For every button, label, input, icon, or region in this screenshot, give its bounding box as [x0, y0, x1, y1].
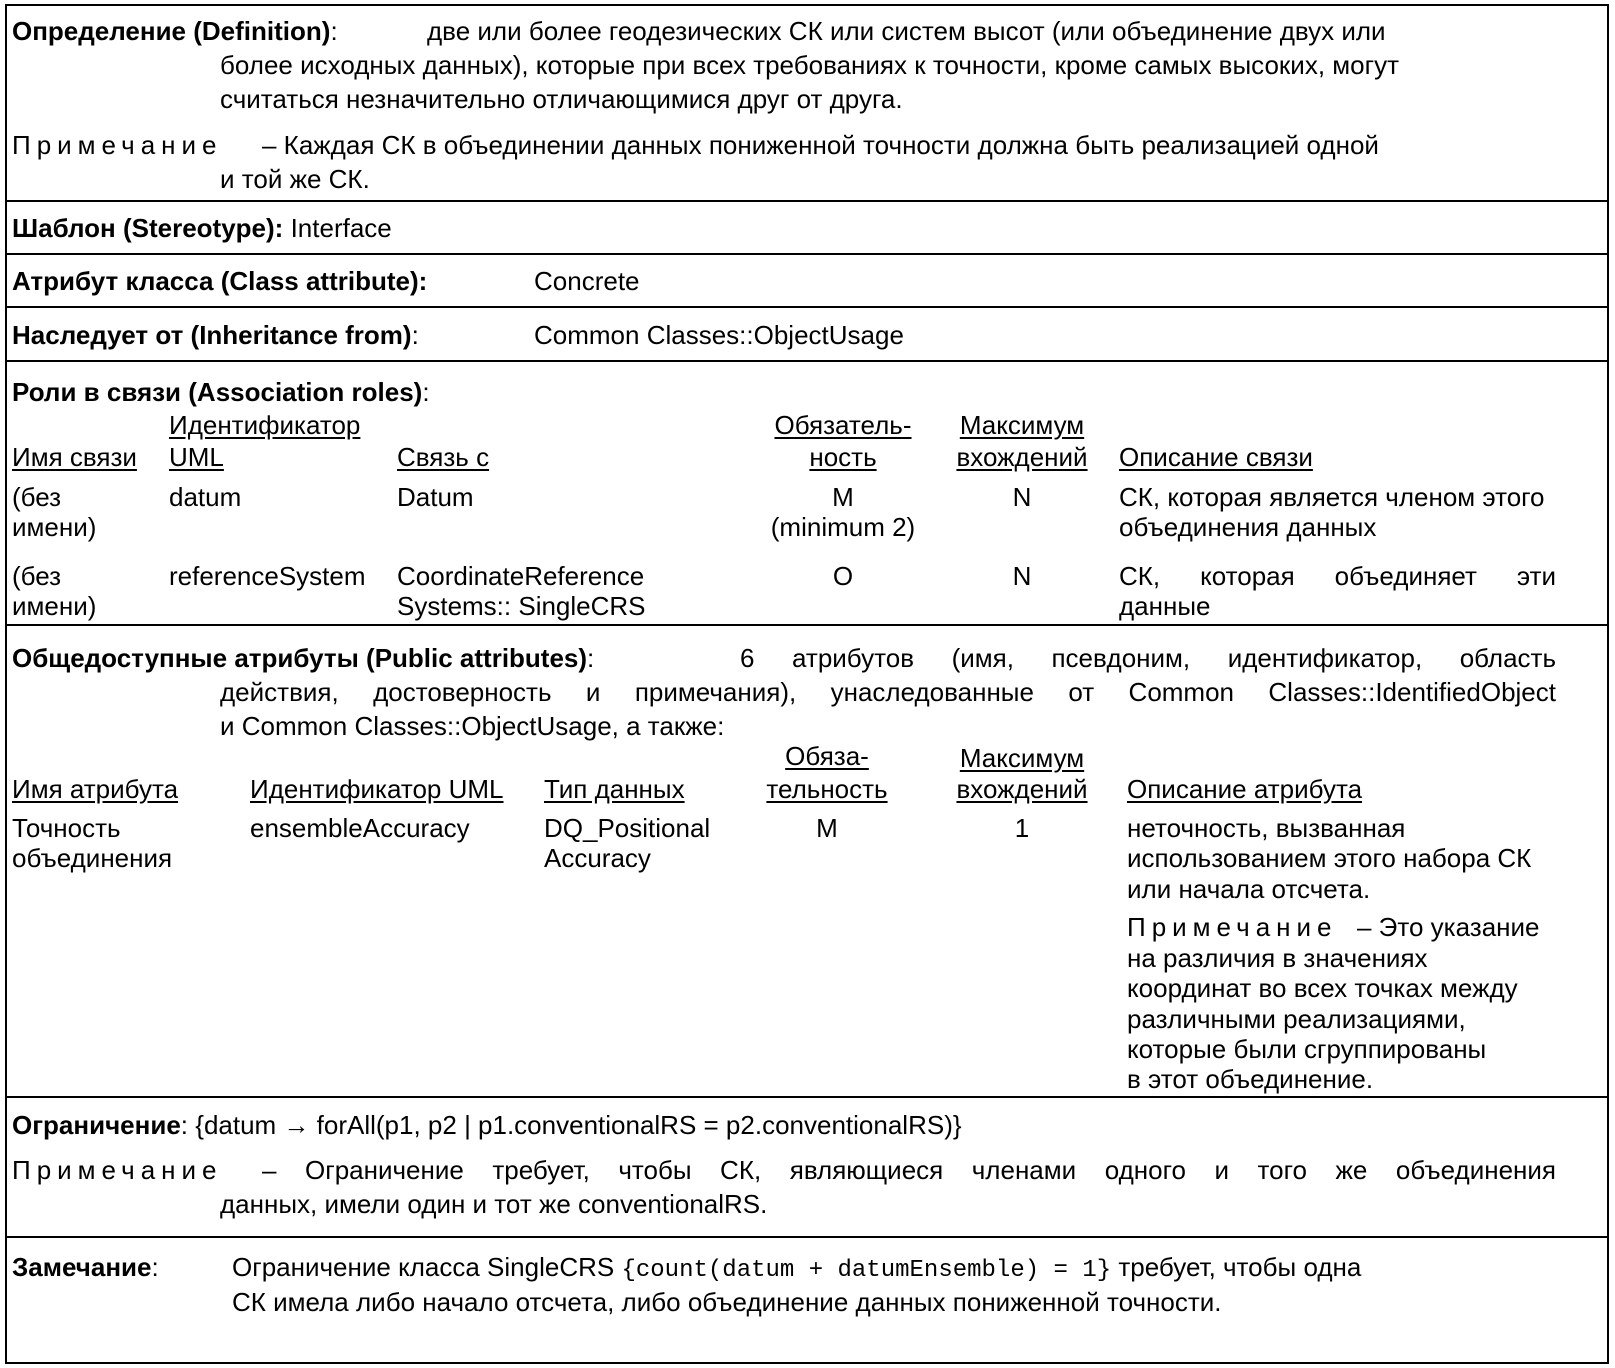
constraint-value: {datum → forAll(p1, p2 | p1.conventionalRS = p2.conventionalRS)} [195, 1110, 962, 1140]
attr-row-oblig: M [816, 813, 838, 843]
remark-code: {count(datum + datumEnsemble) = 1} [621, 1257, 1112, 1284]
remark-text-before: Ограничение класса SingleCRS [232, 1252, 622, 1282]
attr-header-type: Тип данных [544, 774, 685, 804]
constraint-colon: : [180, 1110, 189, 1140]
definition-line-2: более исходных данных), которые при всех требованиях к точности, кроме самых высоких, могут [220, 50, 1400, 80]
assoc-row2-name-1: (без [12, 561, 62, 591]
association-roles-colon: : [422, 377, 430, 407]
attr-row-note-1: на различия в значениях [1127, 943, 1428, 973]
assoc-header-uml-2: UML [169, 442, 224, 472]
assoc-row2-desc-1: СК, которая объединяет эти [1119, 561, 1556, 591]
attr-header-oblig-1: Обяза- [785, 741, 869, 771]
assoc-row1-desc-2: объединения данных [1119, 512, 1377, 542]
assoc-header-oblig-1: Обязатель- [774, 410, 912, 440]
assoc-row1-name-2: имени) [12, 512, 97, 542]
assoc-row1-oblig-1: M [832, 482, 854, 512]
public-attributes-section [7, 626, 1607, 1098]
attr-row-note-2: координат во всех точках между [1127, 973, 1518, 1003]
assoc-header-max-2: вхождений [956, 442, 1088, 472]
attr-row-desc-3: или начала отсчета. [1127, 874, 1371, 904]
constraint-section [7, 1098, 1607, 1238]
attr-row-note-word: Примечание [1127, 912, 1338, 942]
assoc-row2-uml: referenceSystem [169, 561, 366, 591]
attr-row-note-4: которые были сгруппированы [1127, 1034, 1487, 1064]
stereotype-section [7, 202, 1607, 255]
assoc-header-oblig-2: ность [809, 442, 877, 472]
stereotype-value: Interface [290, 213, 392, 243]
definition-section [7, 6, 1607, 202]
attr-row-note-first: – Это указание [1357, 912, 1540, 942]
inheritance-colon: : [411, 320, 419, 350]
attr-row-name-2: объединения [12, 843, 173, 873]
class-attribute-label: Атрибут класса (Class attribute): [12, 266, 428, 296]
remark-colon: : [151, 1252, 159, 1282]
assoc-row2-max: N [1012, 561, 1032, 591]
assoc-row1-uml: datum [169, 482, 242, 512]
remark-line-2: СК имела либо начало отсчета, либо объединение данных пониженной точности. [232, 1287, 1222, 1317]
constraint-note-word: Примечание [12, 1155, 223, 1185]
assoc-row2-name-2: имени) [12, 591, 97, 621]
attr-header-max-2: вхождений [956, 774, 1088, 804]
assoc-header-max-1: Максимум [959, 410, 1085, 440]
assoc-row1-name-1: (без [12, 482, 62, 512]
stereotype-label: Шаблон (Stereotype): [12, 213, 284, 243]
association-roles-label: Роли в связи (Association roles) [12, 377, 423, 407]
public-attributes-intro-3: и Common Classes::ObjectUsage, а также: [220, 711, 725, 741]
attr-header-name: Имя атрибута [12, 774, 179, 804]
assoc-row2-desc-2: данные [1119, 591, 1211, 621]
inheritance-value: Common Classes::ObjectUsage [534, 320, 904, 350]
definition-note-word: Примечание [12, 130, 223, 160]
attr-header-oblig-2: тельность [766, 774, 888, 804]
association-roles-section [7, 362, 1607, 626]
attr-header-max-1: Максимум [959, 743, 1085, 773]
assoc-header-assoc: Связь с [397, 442, 490, 472]
attr-row-type-1: DQ_Positional [544, 813, 711, 843]
constraint-note-line-1: – Ограничение требует, чтобы СК, являющиеся членами одного и того же объединения [262, 1155, 1556, 1185]
definition-colon: : [330, 16, 338, 46]
attr-header-uml: Идентификатор UML [250, 774, 504, 804]
remark-section [7, 1238, 1607, 1364]
attr-row-type-2: Accuracy [544, 843, 651, 873]
constraint-note-line-2: данных, имели один и тот же conventionalRS. [220, 1189, 768, 1219]
assoc-row2-oblig-1: O [832, 561, 854, 591]
assoc-header-name: Имя связи [12, 442, 137, 472]
attr-row-uml: ensembleAccuracy [250, 813, 470, 843]
definition-note-line-2: и той же СК. [220, 164, 370, 194]
assoc-row1-desc-1: СК, которая является членом этого [1119, 482, 1545, 512]
inheritance-section [7, 308, 1607, 362]
assoc-header-uml-1: Идентификатор [169, 410, 361, 440]
document-table [5, 4, 1609, 1364]
remark-text-after: требует, чтобы одна [1111, 1252, 1362, 1282]
attr-row-name-1: Точность [12, 813, 121, 843]
definition-note-line-1: – Каждая СК в объединении данных пониженной точности должна быть реализацией одной [262, 130, 1379, 160]
assoc-row2-assoc-1: CoordinateReference [397, 561, 645, 591]
class-attribute-value: Concrete [534, 266, 640, 296]
assoc-row1-max: N [1012, 482, 1032, 512]
inheritance-label: Наследует от (Inheritance from) [12, 320, 412, 350]
definition-line-3: считаться незначительно отличающимися друг от друга. [220, 84, 903, 114]
attr-row-note-5: в этот объединение. [1127, 1064, 1374, 1094]
public-attributes-colon: : [587, 643, 595, 673]
assoc-header-desc: Описание связи [1119, 442, 1313, 472]
class-attribute-section [7, 255, 1607, 308]
attr-header-desc: Описание атрибута [1127, 774, 1363, 804]
remark-label: Замечание [12, 1252, 152, 1282]
assoc-row2-assoc-2: Systems:: SingleCRS [397, 591, 646, 621]
attr-row-desc-1: неточность, вызванная [1127, 813, 1406, 843]
definition-label: Определение (Definition) [12, 16, 331, 46]
public-attributes-intro-2: действия, достоверность и примечания), унаследованные от Common Classes::IdentifiedObject [220, 677, 1556, 707]
assoc-row1-assoc-1: Datum [397, 482, 474, 512]
public-attributes-label: Общедоступные атрибуты (Public attributes) [12, 643, 588, 673]
definition-line-1: две или более геодезических СК или систем высот (или объединение двух или [427, 16, 1386, 46]
attr-row-max: 1 [1014, 813, 1030, 843]
constraint-label: Ограничение [12, 1110, 181, 1140]
attr-row-note-3: различными реализациями, [1127, 1004, 1466, 1034]
public-attributes-intro-1: 6 атрибутов (имя, псевдоним, идентификатор, область [740, 643, 1556, 673]
attr-row-desc-2: использованием этого набора СК [1127, 843, 1532, 873]
assoc-row1-oblig-2: (minimum 2) [770, 512, 916, 542]
